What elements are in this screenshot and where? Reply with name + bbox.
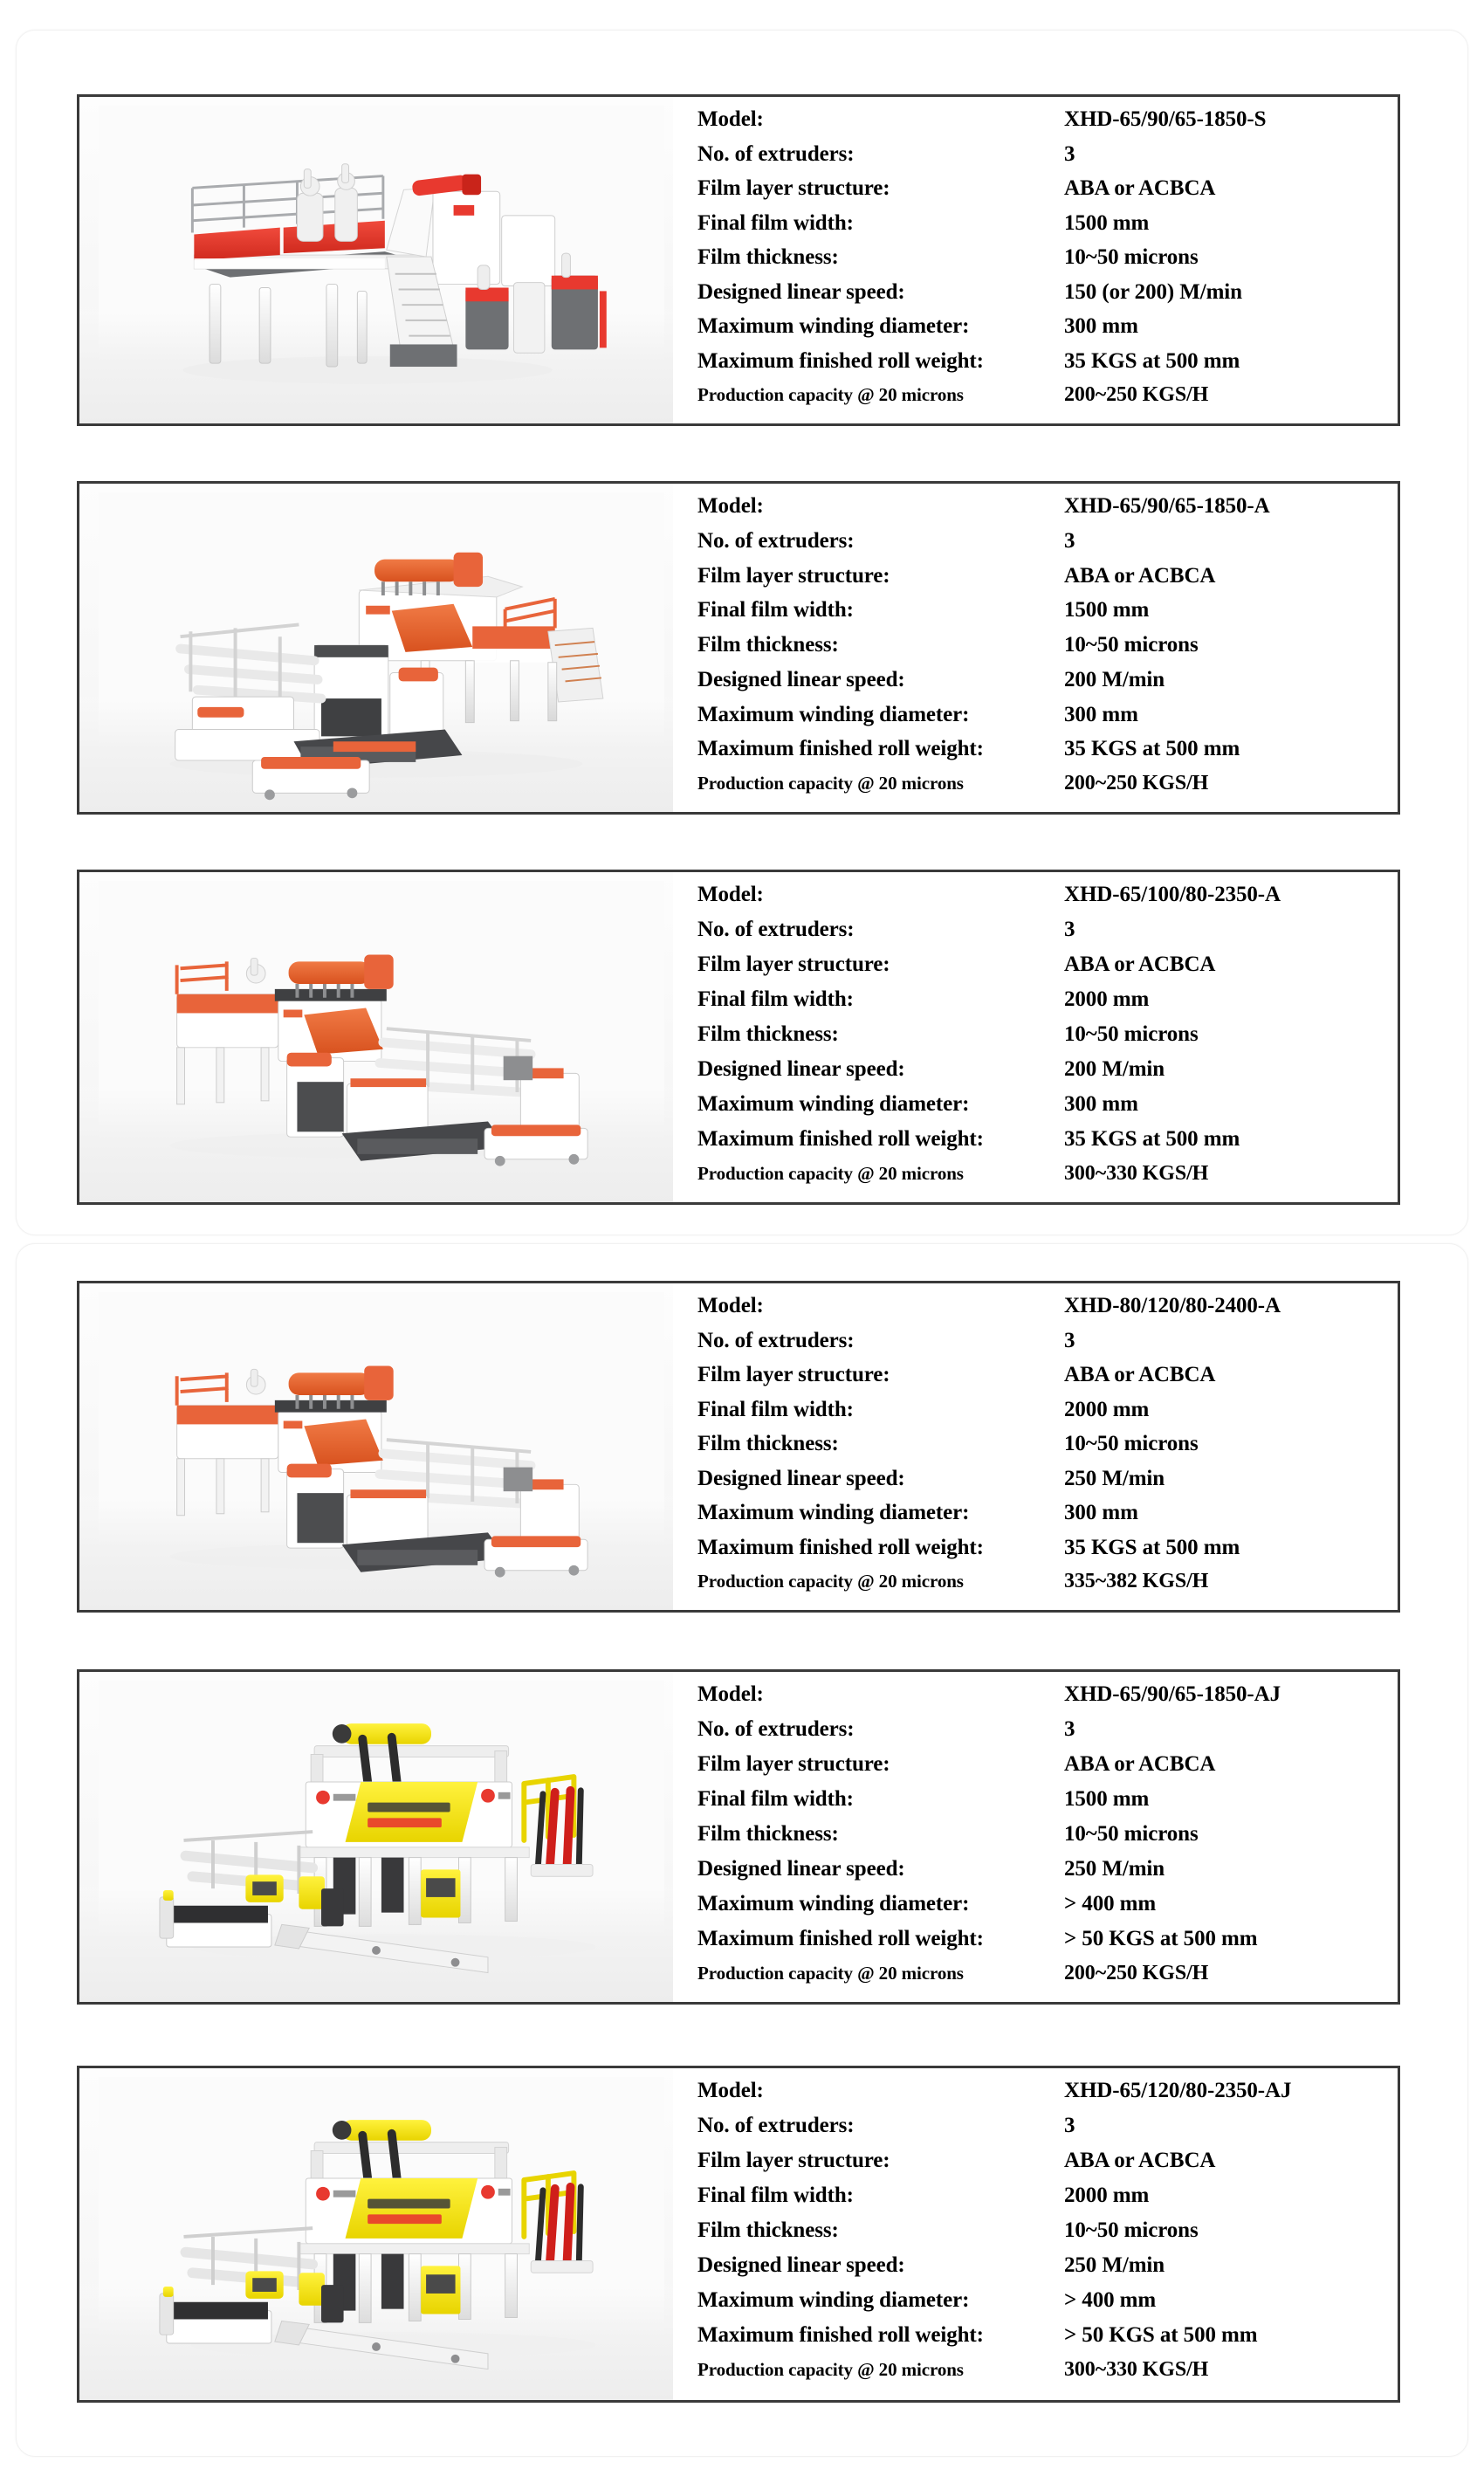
spec-label-film-thickness: Film thickness:: [697, 1432, 839, 1456]
machine-photo: [79, 2068, 673, 2400]
spec-row: [673, 918, 1398, 953]
spec-label-linear-speed: Designed linear speed:: [697, 279, 905, 304]
spec-label-extruders: No. of extruders:: [697, 918, 855, 941]
spec-row: [673, 668, 1398, 703]
machine-illustration-mezzanine-red: [79, 97, 673, 423]
spec-value-roll-weight: > 50 KGS at 500 mm: [1064, 1927, 1258, 1950]
spec-value-film-thickness: 10~50 microns: [1064, 633, 1199, 657]
spec-label-roll-weight: Maximum finished roll weight:: [697, 737, 984, 761]
spec-row: [673, 1787, 1398, 1822]
spec-value-production-capacity: 300~330 KGS/H: [1064, 2358, 1209, 2381]
spec-label-extruders: No. of extruders:: [697, 1717, 855, 1741]
spec-label-film-thickness: Film thickness:: [697, 2218, 839, 2242]
spec-value-roll-weight: > 50 KGS at 500 mm: [1064, 2323, 1258, 2347]
spec-row: [673, 1682, 1398, 1717]
spec-row: [673, 737, 1398, 772]
spec-label-film-thickness: Film thickness:: [697, 245, 839, 270]
spec-label-model: Model:: [697, 883, 764, 906]
spec-value-film-width: 2000 mm: [1064, 2184, 1150, 2207]
spec-value-extruders: 3: [1064, 2114, 1075, 2137]
spec-row: [673, 1467, 1398, 1502]
spec-label-production-capacity: Production capacity @ 20 microns: [697, 1571, 964, 1592]
spec-label-model: Model:: [697, 1294, 764, 1317]
spec-row: [673, 1501, 1398, 1536]
spec-row: [673, 1962, 1398, 1995]
spec-row: [673, 564, 1398, 599]
spec-row: [673, 953, 1398, 987]
spec-row: [673, 349, 1398, 384]
spec-value-linear-speed: 250 M/min: [1064, 2253, 1165, 2277]
spec-row: [673, 1057, 1398, 1092]
spec-row: [673, 1022, 1398, 1057]
spec-value-winding-diameter: > 400 mm: [1064, 2288, 1157, 2312]
spec-value-film-thickness: 10~50 microns: [1064, 1432, 1199, 1456]
spec-row: [673, 494, 1398, 529]
spec-label-extruders: No. of extruders:: [697, 528, 855, 553]
spec-value-film-width: 1500 mm: [1064, 598, 1150, 622]
spec-label-roll-weight: Maximum finished roll weight:: [697, 1927, 984, 1950]
spec-value-production-capacity: 200~250 KGS/H: [1064, 383, 1209, 407]
spec-row: [673, 1752, 1398, 1787]
spec-row: [673, 1432, 1398, 1467]
spec-label-roll-weight: Maximum finished roll weight:: [697, 1127, 984, 1151]
spec-value-roll-weight: 35 KGS at 500 mm: [1064, 1127, 1240, 1151]
spec-value-linear-speed: 250 M/min: [1064, 1466, 1165, 1490]
machine-illustration-inline-orange: [79, 484, 673, 812]
spec-row: [673, 1329, 1398, 1364]
specification-card: [77, 94, 1400, 426]
spec-label-winding-diameter: Maximum winding diameter:: [697, 1092, 970, 1116]
spec-row: [673, 176, 1398, 211]
spec-row: [673, 2323, 1398, 2358]
spec-label-winding-diameter: Maximum winding diameter:: [697, 1892, 970, 1915]
spec-label-linear-speed: Designed linear speed:: [697, 2253, 905, 2277]
specification-table: [673, 1672, 1398, 2002]
spec-value-layer-structure: ABA or ACBCA: [1064, 1363, 1216, 1387]
spec-value-layer-structure: ABA or ACBCA: [1064, 953, 1216, 976]
spec-label-linear-speed: Designed linear speed:: [697, 1057, 905, 1081]
spec-value-film-width: 1500 mm: [1064, 1787, 1150, 1811]
spec-value-winding-diameter: 300 mm: [1064, 1092, 1138, 1116]
spec-label-winding-diameter: Maximum winding diameter:: [697, 702, 970, 726]
spec-label-layer-structure: Film layer structure:: [697, 563, 890, 588]
spec-label-layer-structure: Film layer structure:: [697, 2149, 890, 2172]
spec-row: [673, 280, 1398, 315]
spec-value-roll-weight: 35 KGS at 500 mm: [1064, 348, 1240, 373]
spec-value-production-capacity: 300~330 KGS/H: [1064, 1162, 1209, 1185]
spec-value-layer-structure: ABA or ACBCA: [1064, 563, 1216, 588]
spec-label-extruders: No. of extruders:: [697, 1328, 855, 1352]
machine-photo: [79, 1283, 673, 1610]
spec-value-film-width: 2000 mm: [1064, 1397, 1150, 1421]
spec-value-roll-weight: 35 KGS at 500 mm: [1064, 1535, 1240, 1559]
spec-value-linear-speed: 200 M/min: [1064, 1057, 1165, 1081]
spec-row: [673, 2079, 1398, 2114]
specification-card: [77, 1669, 1400, 2005]
spec-row: [673, 1892, 1398, 1927]
spec-label-film-width: Final film width:: [697, 2184, 854, 2207]
spec-row: [673, 633, 1398, 668]
spec-value-extruders: 3: [1064, 141, 1075, 166]
spec-label-model: Model:: [697, 107, 764, 131]
spec-row: [673, 2288, 1398, 2323]
spec-row: [673, 2358, 1398, 2391]
spec-row: [673, 2149, 1398, 2184]
spec-row: [673, 1822, 1398, 1857]
spec-value-production-capacity: 200~250 KGS/H: [1064, 772, 1209, 795]
spec-row: [673, 1092, 1398, 1127]
machine-illustration-gantry-yellow: [79, 2068, 673, 2400]
spec-row: [673, 1294, 1398, 1329]
spec-label-production-capacity: Production capacity @ 20 microns: [697, 773, 964, 794]
spec-label-layer-structure: Film layer structure:: [697, 953, 890, 976]
specification-card: [77, 1281, 1400, 1613]
spec-row: [673, 1857, 1398, 1892]
spec-label-roll-weight: Maximum finished roll weight:: [697, 2323, 984, 2347]
spec-value-linear-speed: 250 M/min: [1064, 1857, 1165, 1881]
spec-row: [673, 2253, 1398, 2288]
spec-label-linear-speed: Designed linear speed:: [697, 1857, 905, 1881]
machine-illustration-inline-orange-wide: [79, 872, 673, 1202]
spec-value-layer-structure: ABA or ACBCA: [1064, 2149, 1216, 2172]
spec-label-winding-diameter: Maximum winding diameter:: [697, 1501, 970, 1525]
spec-value-winding-diameter: 300 mm: [1064, 314, 1138, 339]
spec-value-model: XHD-65/90/65-1850-S: [1064, 107, 1267, 131]
spec-row: [673, 2184, 1398, 2218]
specification-table: [673, 484, 1398, 812]
spec-label-extruders: No. of extruders:: [697, 141, 855, 166]
machine-photo: [79, 872, 673, 1202]
spec-row: [673, 883, 1398, 918]
spec-row: [673, 987, 1398, 1022]
spec-label-linear-speed: Designed linear speed:: [697, 667, 905, 691]
spec-value-extruders: 3: [1064, 1328, 1075, 1352]
spec-row: [673, 245, 1398, 280]
machine-illustration-gantry-yellow: [79, 1672, 673, 2002]
spec-value-winding-diameter: 300 mm: [1064, 1501, 1138, 1525]
spec-row: [673, 1162, 1398, 1195]
spec-label-film-thickness: Film thickness:: [697, 1022, 839, 1046]
spec-row: [673, 1398, 1398, 1433]
spec-label-film-thickness: Film thickness:: [697, 1822, 839, 1846]
spec-row: [673, 107, 1398, 142]
spec-label-production-capacity: Production capacity @ 20 microns: [697, 384, 964, 406]
specification-table: [673, 97, 1398, 423]
spec-row: [673, 142, 1398, 177]
spec-label-roll-weight: Maximum finished roll weight:: [697, 1535, 984, 1559]
spec-value-linear-speed: 150 (or 200) M/min: [1064, 279, 1242, 304]
spec-value-film-width: 2000 mm: [1064, 987, 1150, 1011]
specification-table: [673, 1283, 1398, 1610]
spec-value-film-thickness: 10~50 microns: [1064, 2218, 1199, 2242]
spec-row: [673, 1127, 1398, 1162]
machine-photo: [79, 1672, 673, 2002]
spec-row: [673, 1363, 1398, 1398]
spec-row: [673, 383, 1398, 416]
spec-label-winding-diameter: Maximum winding diameter:: [697, 314, 970, 339]
spec-row: [673, 703, 1398, 738]
spec-value-layer-structure: ABA or ACBCA: [1064, 1752, 1216, 1776]
spec-label-production-capacity: Production capacity @ 20 microns: [697, 2359, 964, 2380]
specification-table: [673, 2068, 1398, 2400]
spec-row: [673, 2114, 1398, 2149]
spec-row: [673, 211, 1398, 246]
machine-photo: [79, 97, 673, 423]
spec-label-production-capacity: Production capacity @ 20 microns: [697, 1963, 964, 1984]
spec-value-model: XHD-80/120/80-2400-A: [1064, 1294, 1281, 1317]
spec-value-film-thickness: 10~50 microns: [1064, 1022, 1199, 1046]
spec-row: [673, 314, 1398, 349]
spec-label-film-width: Final film width:: [697, 1397, 854, 1421]
spec-row: [673, 1717, 1398, 1752]
spec-row: [673, 1570, 1398, 1603]
spec-row: [673, 1927, 1398, 1962]
spec-value-model: XHD-65/100/80-2350-A: [1064, 883, 1281, 906]
spec-value-linear-speed: 200 M/min: [1064, 667, 1165, 691]
spec-label-linear-speed: Designed linear speed:: [697, 1466, 905, 1490]
spec-value-production-capacity: 335~382 KGS/H: [1064, 1570, 1209, 1593]
spec-row: [673, 529, 1398, 564]
spec-label-model: Model:: [697, 1682, 764, 1706]
spec-value-winding-diameter: 300 mm: [1064, 702, 1138, 726]
spec-label-film-width: Final film width:: [697, 987, 854, 1011]
spec-value-film-thickness: 10~50 microns: [1064, 1822, 1199, 1846]
spec-label-layer-structure: Film layer structure:: [697, 1363, 890, 1387]
spec-row: [673, 772, 1398, 805]
spec-value-extruders: 3: [1064, 1717, 1075, 1741]
spec-label-roll-weight: Maximum finished roll weight:: [697, 348, 984, 373]
spec-label-production-capacity: Production capacity @ 20 microns: [697, 1163, 964, 1184]
spec-label-model: Model:: [697, 494, 764, 518]
spec-label-winding-diameter: Maximum winding diameter:: [697, 2288, 970, 2312]
spec-label-extruders: No. of extruders:: [697, 2114, 855, 2137]
spec-value-model: XHD-65/120/80-2350-AJ: [1064, 2079, 1292, 2102]
spec-row: [673, 598, 1398, 633]
spec-value-roll-weight: 35 KGS at 500 mm: [1064, 737, 1240, 761]
specification-table: [673, 872, 1398, 1202]
spec-value-winding-diameter: > 400 mm: [1064, 1892, 1157, 1915]
specification-card: [77, 2066, 1400, 2403]
spec-label-film-width: Final film width:: [697, 1787, 854, 1811]
spec-label-film-width: Final film width:: [697, 598, 854, 622]
spec-value-extruders: 3: [1064, 918, 1075, 941]
machine-illustration-inline-orange-wide: [79, 1283, 673, 1610]
spec-label-film-thickness: Film thickness:: [697, 633, 839, 657]
spec-row: [673, 2218, 1398, 2253]
spec-value-extruders: 3: [1064, 528, 1075, 553]
machine-photo: [79, 484, 673, 812]
spec-value-model: XHD-65/90/65-1850-AJ: [1064, 1682, 1281, 1706]
spec-value-film-thickness: 10~50 microns: [1064, 245, 1199, 270]
specification-card: [77, 870, 1400, 1205]
spec-label-layer-structure: Film layer structure:: [697, 176, 890, 201]
spec-row: [673, 1536, 1398, 1571]
specification-card: [77, 481, 1400, 815]
spec-value-model: XHD-65/90/65-1850-A: [1064, 494, 1270, 518]
spec-label-model: Model:: [697, 2079, 764, 2102]
spec-value-film-width: 1500 mm: [1064, 210, 1150, 235]
spec-label-layer-structure: Film layer structure:: [697, 1752, 890, 1776]
spec-value-layer-structure: ABA or ACBCA: [1064, 176, 1216, 201]
spec-value-production-capacity: 200~250 KGS/H: [1064, 1962, 1209, 1984]
spec-label-film-width: Final film width:: [697, 210, 854, 235]
